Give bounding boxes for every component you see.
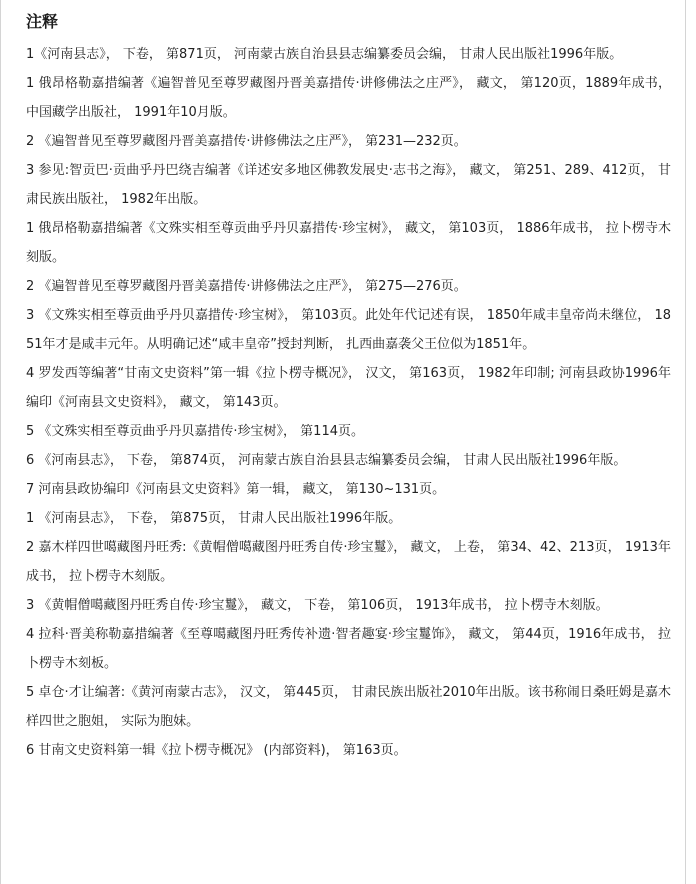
note-item: 6 《河南县志》， 下卷， 第874页， 河南蒙古族自治县县志编纂委员会编， 甘肃人民出版社1996年版。	[26, 453, 627, 468]
note-item: 5 卓仓·才让编著:《黄河南蒙古志》， 汉文， 第445页， 甘肃民族出版社2010年出版。该书称闹日桑旺姆是嘉木样四世之胞姐， 实际为胞妹。	[26, 685, 671, 729]
notes-heading: 注释	[26, 12, 59, 31]
note-item: 1 俄昂格勒嘉措编著《文殊实相至尊贡曲乎丹贝嘉措传·珍宝树》， 藏文， 第103页， 1886年成书， 拉卜楞寺木刻版。	[26, 221, 671, 265]
note-item: 3 《黄帽僧噶藏图丹旺秀自传·珍宝鬘》， 藏文， 下卷， 第106页， 1913年成书， 拉卜楞寺木刻版。	[26, 598, 609, 613]
note-item: 4 拉科·晋美称勒嘉措编著《至尊噶藏图丹旺秀传补遗·智者趣宴·珍宝鬘饰》， 藏文， 第44页，1916年成书， 拉卜楞寺木刻板。	[26, 627, 671, 671]
note-item: 3 《文殊实相至尊贡曲乎丹贝嘉措传·珍宝树》， 第103页。此处年代记述有误， 1850年咸丰皇帝尚未继位， 1851年才是咸丰元年。从明确记述“咸丰皇帝”授封判断， 扎西曲嘉袭父王位似为1851年。	[26, 308, 671, 352]
note-item: 1 俄昂格勒嘉措编著《遍智普见至尊罗藏图丹晋美嘉措传·讲修佛法之庄严》， 藏文， 第120页，1889年成书， 中国藏学出版社， 1991年10月版。	[26, 76, 671, 120]
note-item: 2 嘉木样四世噶藏图丹旺秀:《黄帽僧噶藏图丹旺秀自传·珍宝鬘》， 藏文， 上卷， 第34、42、213页， 1913年成书， 拉卜楞寺木刻版。	[26, 540, 671, 584]
note-item: 4 罗发西等编著“甘南文史资料”第一辑《拉卜楞寺概况》， 汉文， 第163页， 1982年印制; 河南县政协1996年编印《河南县文史资料》， 藏文， 第143页。	[26, 366, 671, 410]
note-item: 1 《河南县志》， 下卷， 第875页， 甘肃人民出版社1996年版。	[26, 511, 402, 526]
note-item: 6 甘南文史资料第一辑《拉卜楞寺概况》 (内部资料)， 第163页。	[26, 743, 407, 758]
note-item: 5 《文殊实相至尊贡曲乎丹贝嘉措传·珍宝树》， 第114页。	[26, 424, 364, 439]
note-item: 2 《遍智普见至尊罗藏图丹晋美嘉措传·讲修佛法之庄严》， 第231—232页。	[26, 134, 467, 149]
note-item: 1《河南县志》， 下卷， 第871页， 河南蒙古族自治县县志编纂委员会编， 甘肃人民出版社1996年版。	[26, 47, 623, 62]
note-item: 3 参见:智贡巴·贡曲乎丹巴绕吉编著《详述安多地区佛教发展史·志书之海》， 藏文， 第251、289、412页， 甘肃民族出版社， 1982年出版。	[26, 163, 671, 207]
note-item: 7 河南县政协编印《河南县文史资料》第一辑， 藏文， 第130~131页。	[26, 482, 446, 497]
note-item: 2 《遍智普见至尊罗藏图丹晋美嘉措传·讲修佛法之庄严》， 第275—276页。	[26, 279, 467, 294]
notes-list	[26, 40, 671, 765]
